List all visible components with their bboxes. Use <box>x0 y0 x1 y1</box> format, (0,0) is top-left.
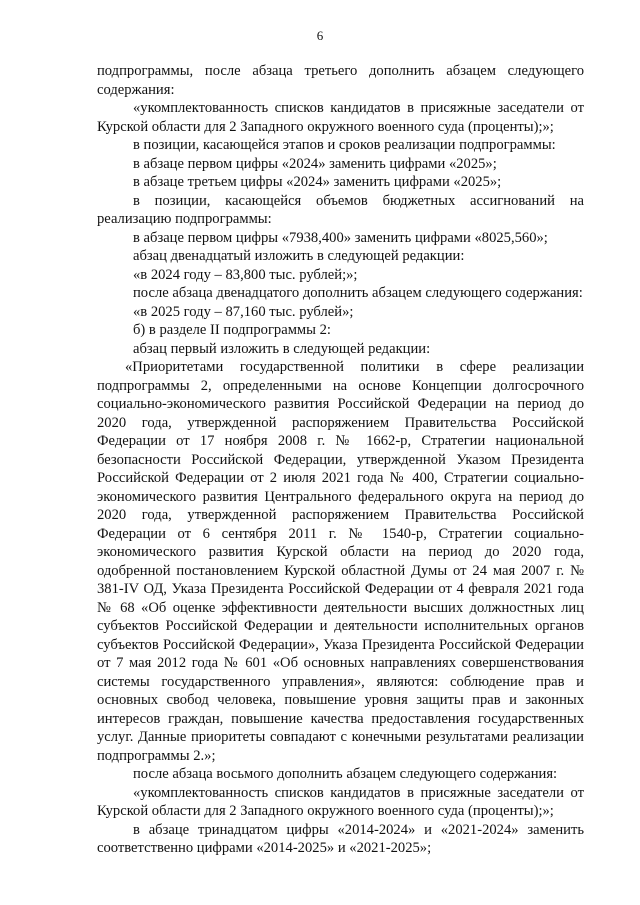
paragraph: абзац первый изложить в следующей редакции: <box>133 340 431 357</box>
paragraph: подпрограммы, после абзаца третьего дополнить абзацем следующего содержания: <box>97 63 584 98</box>
page-number: 6 <box>316 28 324 43</box>
paragraph: в абзаце тринадцатом цифры «2014-2024» и «2021-2024» заменить соответственно цифрами «2014-2025» и «2021-2025»; <box>97 821 584 856</box>
paragraph: в позиции, касающейся объемов бюджетных ассигнований на реализацию подпрограммы: <box>97 192 584 227</box>
paragraph: после абзаца восьмого дополнить абзацем следующего содержания: <box>133 766 558 782</box>
paragraph: в позиции, касающейся этапов и сроков реализации подпрограммы: <box>133 137 556 153</box>
paragraph: «укомплектованность списков кандидатов в присяжные заседатели от Курской области для 2 Западного окружного военного суда (проценты);»; <box>97 100 584 135</box>
paragraph: после абзаца двенадцатого дополнить абзацем следующего содержания: <box>133 285 583 301</box>
paragraph: в абзаце первом цифры «2024» заменить цифрами «2025»; <box>133 155 497 172</box>
paragraph: «в 2025 году – 87,160 тыс. рублей»; <box>133 303 354 320</box>
paragraph: в абзаце третьем цифры «2024» заменить цифрами «2025»; <box>133 174 502 190</box>
paragraph: «Приоритетами государственной политики в сфере реализации подпрограммы 2, определенными на основе Концепции долгосрочного социально-экономического развития Российской Федерации на период до 2020 года, утвержденной распоряжением Правительства Российской Федерации от 17 ноября 2008 г. № 1662-р, Стратегии национальной безопасности Российской Федерации, утвержденной Указом Президента Российской Федерации от 2 июля 2021 года № 400, Стратегии социально-экономического развития Центрального федерального округа на период до 2020 года, утвержденной распоряжением Правительства Российской Федерации от 6 сентября 2011 г. № 1540-р, Стратегии социально-экономического развития Курской области на период до 2020 года, одобренной постановлением Курской областной Думы от 24 мая 2007 г. № 381-IV ОД, Указа Президента Российской Федерации от 4 февраля 2021 года № 68 «Об оценке эффективности деятельности высших должностных лиц субъектов Российской Федерации и деятельности исполнительных органов субъектов Российской Федерации», Указа Президента Российской Федерации от 7 мая 2012 года № 601 «Об основных направлениях совершенствования системы государственного управления», являются: соблюдение прав и основных свобод человека, повышение уровня защиты прав и законных интересов граждан, повышение качества предоставления государственных услуг. Данные приоритеты совпадают с конечными результатами реализации подпрограммы 2.»; <box>97 359 584 764</box>
paragraph: «укомплектованность списков кандидатов в присяжные заседатели от Курской области для 2 Западного окружного военного суда (проценты);»; <box>97 784 584 819</box>
document-body <box>97 62 584 858</box>
paragraph: абзац двенадцатый изложить в следующей редакции: <box>133 248 465 264</box>
paragraph: б) в разделе II подпрограммы 2: <box>133 322 331 338</box>
paragraph: в абзаце первом цифры «7938,400» заменить цифрами «8025,560»; <box>133 229 548 246</box>
paragraph: «в 2024 году – 83,800 тыс. рублей;»; <box>133 266 358 283</box>
